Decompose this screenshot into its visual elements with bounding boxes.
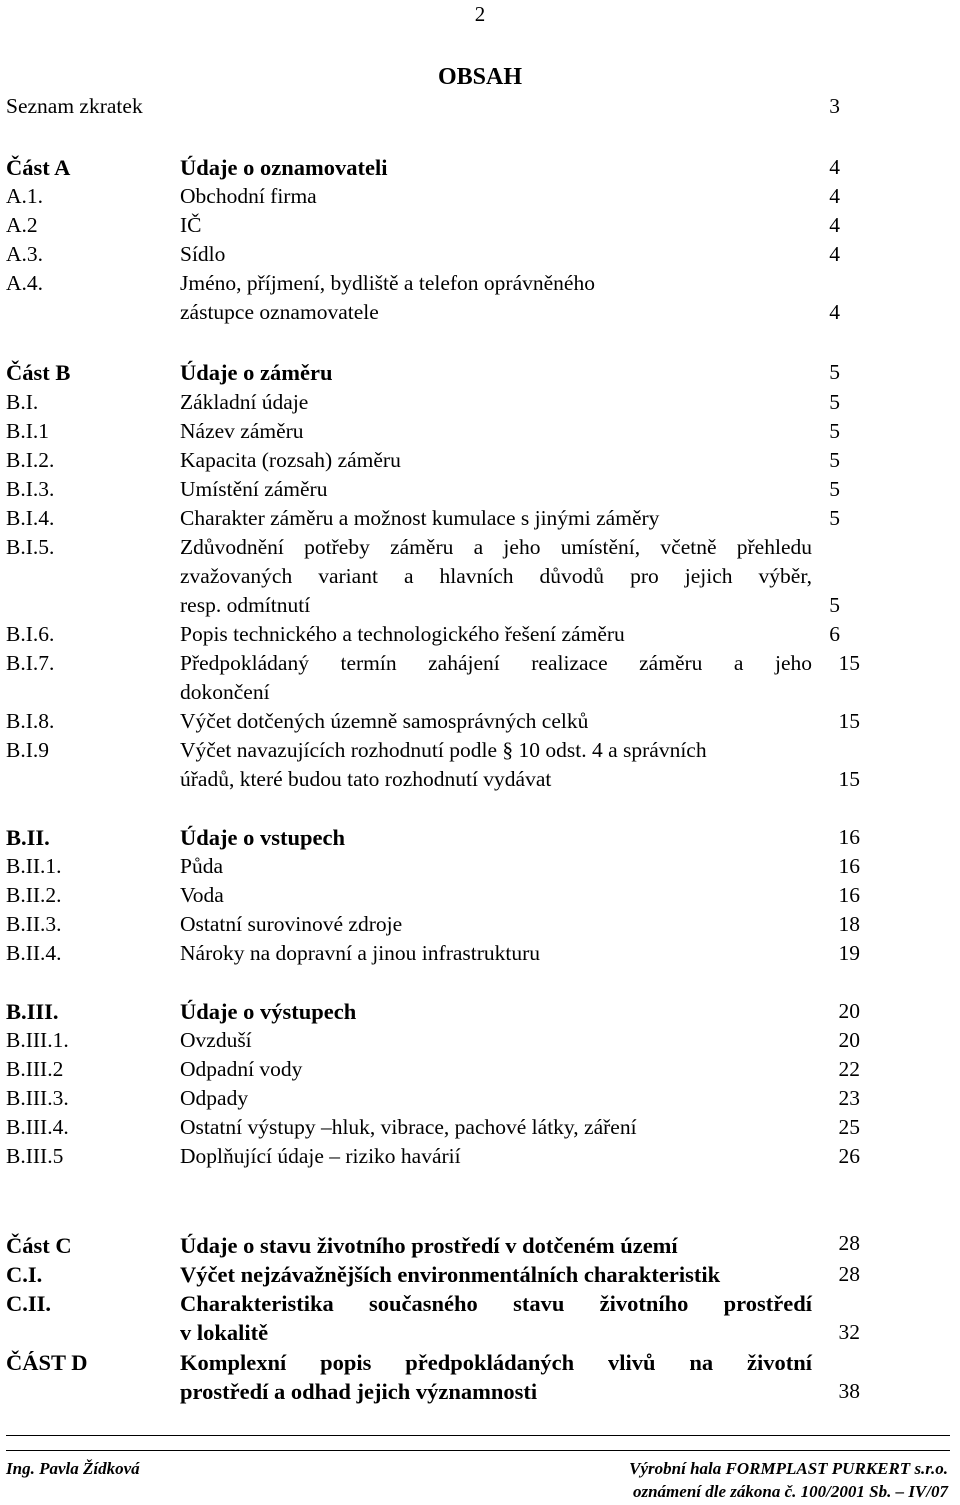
toc-entry-code: B.I.1 [6,419,49,443]
toc-entry-code: C.I. [6,1262,43,1287]
toc-part-title: Údaje o záměru [180,360,333,385]
toc-entry-page: 5 [829,477,840,501]
toc-entry-page: 28 [838,1231,860,1255]
toc-entry-page: 5 [829,448,840,472]
toc-entry-page: 28 [838,1262,860,1286]
toc-part-code: Část A [6,155,71,180]
toc-entry-text: Umístění záměru [180,477,328,501]
toc-entry-page: 20 [838,1028,860,1052]
toc-entry-code: A.3. [6,242,44,266]
toc-part-title-cont: prostředí a odhad jejich významnosti [180,1379,538,1404]
toc-entry-page: 5 [829,506,840,530]
toc-entry-code: B.II.2. [6,883,62,907]
toc-part-title: Údaje o stavu životního prostředí v dotčeném území [180,1233,678,1258]
toc-entry-text: Nároky na dopravní a jinou infrastrukturu [180,941,541,965]
toc-entry-text: Předpokládaný termín zahájení realizace záměru a jeho [180,651,812,675]
toc-entry-page: 4 [829,213,840,237]
toc-entry-text-cont: zástupce oznamovatele [180,300,379,324]
toc-entry-code: B.I.3. [6,477,55,501]
toc-entry-code: B.I.5. [6,535,55,559]
toc-entry-page: 15 [838,709,860,733]
toc-entry-page: 4 [829,242,840,266]
toc-entry-text: Název záměru [180,419,304,443]
toc-entry-code: B.I.6. [6,622,55,646]
toc-entry-page: 32 [838,1320,860,1344]
toc-entry-text: Charakteristika současného stavu životního prostředí [180,1291,812,1316]
toc-entry-text-cont: dokončení [180,680,270,704]
toc-entry-text: Kapacita (rozsah) záměru [180,448,401,472]
toc-entry-code: B.II.1. [6,854,62,878]
toc-entry-text: Půda [180,854,223,878]
toc-entry-code: B.I.4. [6,506,55,530]
toc-entry-text-cont: resp. odmítnutí [180,593,311,617]
toc-entry-page: 15 [838,767,860,791]
toc-entry-page: 16 [838,825,860,849]
toc-entry-code: B.I. [6,390,39,414]
toc-entry-text: Ovzduší [180,1028,252,1052]
page-title: OBSAH [437,64,523,90]
toc-entry-code: C.II. [6,1291,52,1316]
toc-entry-text: Sídlo [180,242,226,266]
toc-entry-code: A.2 [6,213,38,237]
toc-entry-code: A.1. [6,184,44,208]
toc-entry-code: B.II.3. [6,912,62,936]
toc-entry-page: 3 [829,94,840,118]
toc-entry-code: B.III.3. [6,1086,69,1110]
toc-part-title: Údaje o výstupech [180,999,357,1024]
toc-entry-text: Seznam zkratek [6,94,143,118]
toc-entry-text: Výčet dotčených územně samosprávných celků [180,709,589,733]
toc-part-code: Část C [6,1233,72,1258]
toc-entry-code: B.III.2 [6,1057,64,1081]
toc-part-title: Komplexní popis předpokládaných vlivů na životní [180,1350,812,1375]
toc-entry-text-cont: zvažovaných variant a hlavních důvodů pro jejich výběr, [180,564,812,588]
toc-part-title: Údaje o vstupech [180,825,346,850]
toc-entry-code: B.III.5 [6,1144,64,1168]
toc-entry-page: 16 [838,883,860,907]
footer-rule-bottom [6,1450,950,1451]
toc-entry-page: 6 [829,622,840,646]
page-number: 2 [474,2,486,26]
toc-entry-text: Odpadní vody [180,1057,303,1081]
toc-entry-text-cont: úřadů, které budou tato rozhodnutí vydávat [180,767,552,791]
toc-entry-page: 38 [838,1379,860,1403]
toc-entry-page: 5 [829,390,840,414]
toc-entry-page: 15 [838,651,860,675]
toc-entry-page: 5 [829,360,840,384]
toc-part-code: B.III. [6,999,59,1024]
toc-entry-code: B.III.1. [6,1028,69,1052]
toc-entry-page: 16 [838,854,860,878]
toc-entry-text: Charakter záměru a možnost kumulace s jinými záměry [180,506,660,530]
toc-part-code: Část B [6,360,71,385]
toc-entry-page: 4 [829,300,840,324]
toc-entry-page: 20 [838,999,860,1023]
toc-entry-text: Popis technického a technologického řešení záměru [180,622,625,646]
toc-entry-code: B.I.7. [6,651,55,675]
toc-entry-page: 5 [829,593,840,617]
footer-notice: oznámení dle zákona č. 100/2001 Sb. – IV/07 [632,1482,948,1501]
toc-entry-page: 23 [838,1086,860,1110]
toc-entry-text: Ostatní surovinové zdroje [180,912,403,936]
toc-entry-page: 4 [829,155,840,179]
toc-entry-page: 4 [829,184,840,208]
toc-entry-text: Ostatní výstupy –hluk, vibrace, pachové látky, záření [180,1115,637,1139]
toc-entry-page: 18 [838,912,860,936]
toc-entry-text: Zdůvodnění potřeby záměru a jeho umístění, včetně přehledu [180,535,812,559]
toc-entry-code: B.I.9 [6,738,49,762]
toc-entry-code: B.I.8. [6,709,55,733]
toc-entry-text: Výčet nejzávažnějších environmentálních charakteristik [180,1262,721,1287]
toc-entry-text: Odpady [180,1086,249,1110]
toc-part-title: Údaje o oznamovateli [180,155,388,180]
toc-entry-page: 26 [838,1144,860,1168]
toc-entry-text: Doplňující údaje – riziko havárií [180,1144,461,1168]
toc-part-code: ČÁST D [6,1350,88,1375]
toc-entry-text-cont: v lokalitě [180,1320,269,1345]
toc-entry-page: 5 [829,419,840,443]
toc-entry-code: A.4. [6,271,44,295]
footer-author: Ing. Pavla Žídková [6,1459,140,1478]
toc-entry-text: Voda [180,883,224,907]
toc-entry-code: B.II.4. [6,941,62,965]
footer-rule-top [6,1435,950,1436]
toc-entry-text: Jméno, příjmení, bydliště a telefon oprávněného [180,271,595,295]
toc-entry-page: 19 [838,941,860,965]
toc-entry-code: B.I.2. [6,448,55,472]
toc-entry-text: Výčet navazujících rozhodnutí podle § 10 odst. 4 a správních [180,738,707,762]
toc-entry-text: Základní údaje [180,390,309,414]
toc-entry-page: 25 [838,1115,860,1139]
toc-entry-code: B.III.4. [6,1115,69,1139]
toc-entry-text: Obchodní firma [180,184,317,208]
footer-project: Výrobní hala FORMPLAST PURKERT s.r.o. [629,1459,948,1478]
toc-entry-text: IČ [180,213,202,237]
toc-entry-page: 22 [838,1057,860,1081]
toc-part-code: B.II. [6,825,50,850]
